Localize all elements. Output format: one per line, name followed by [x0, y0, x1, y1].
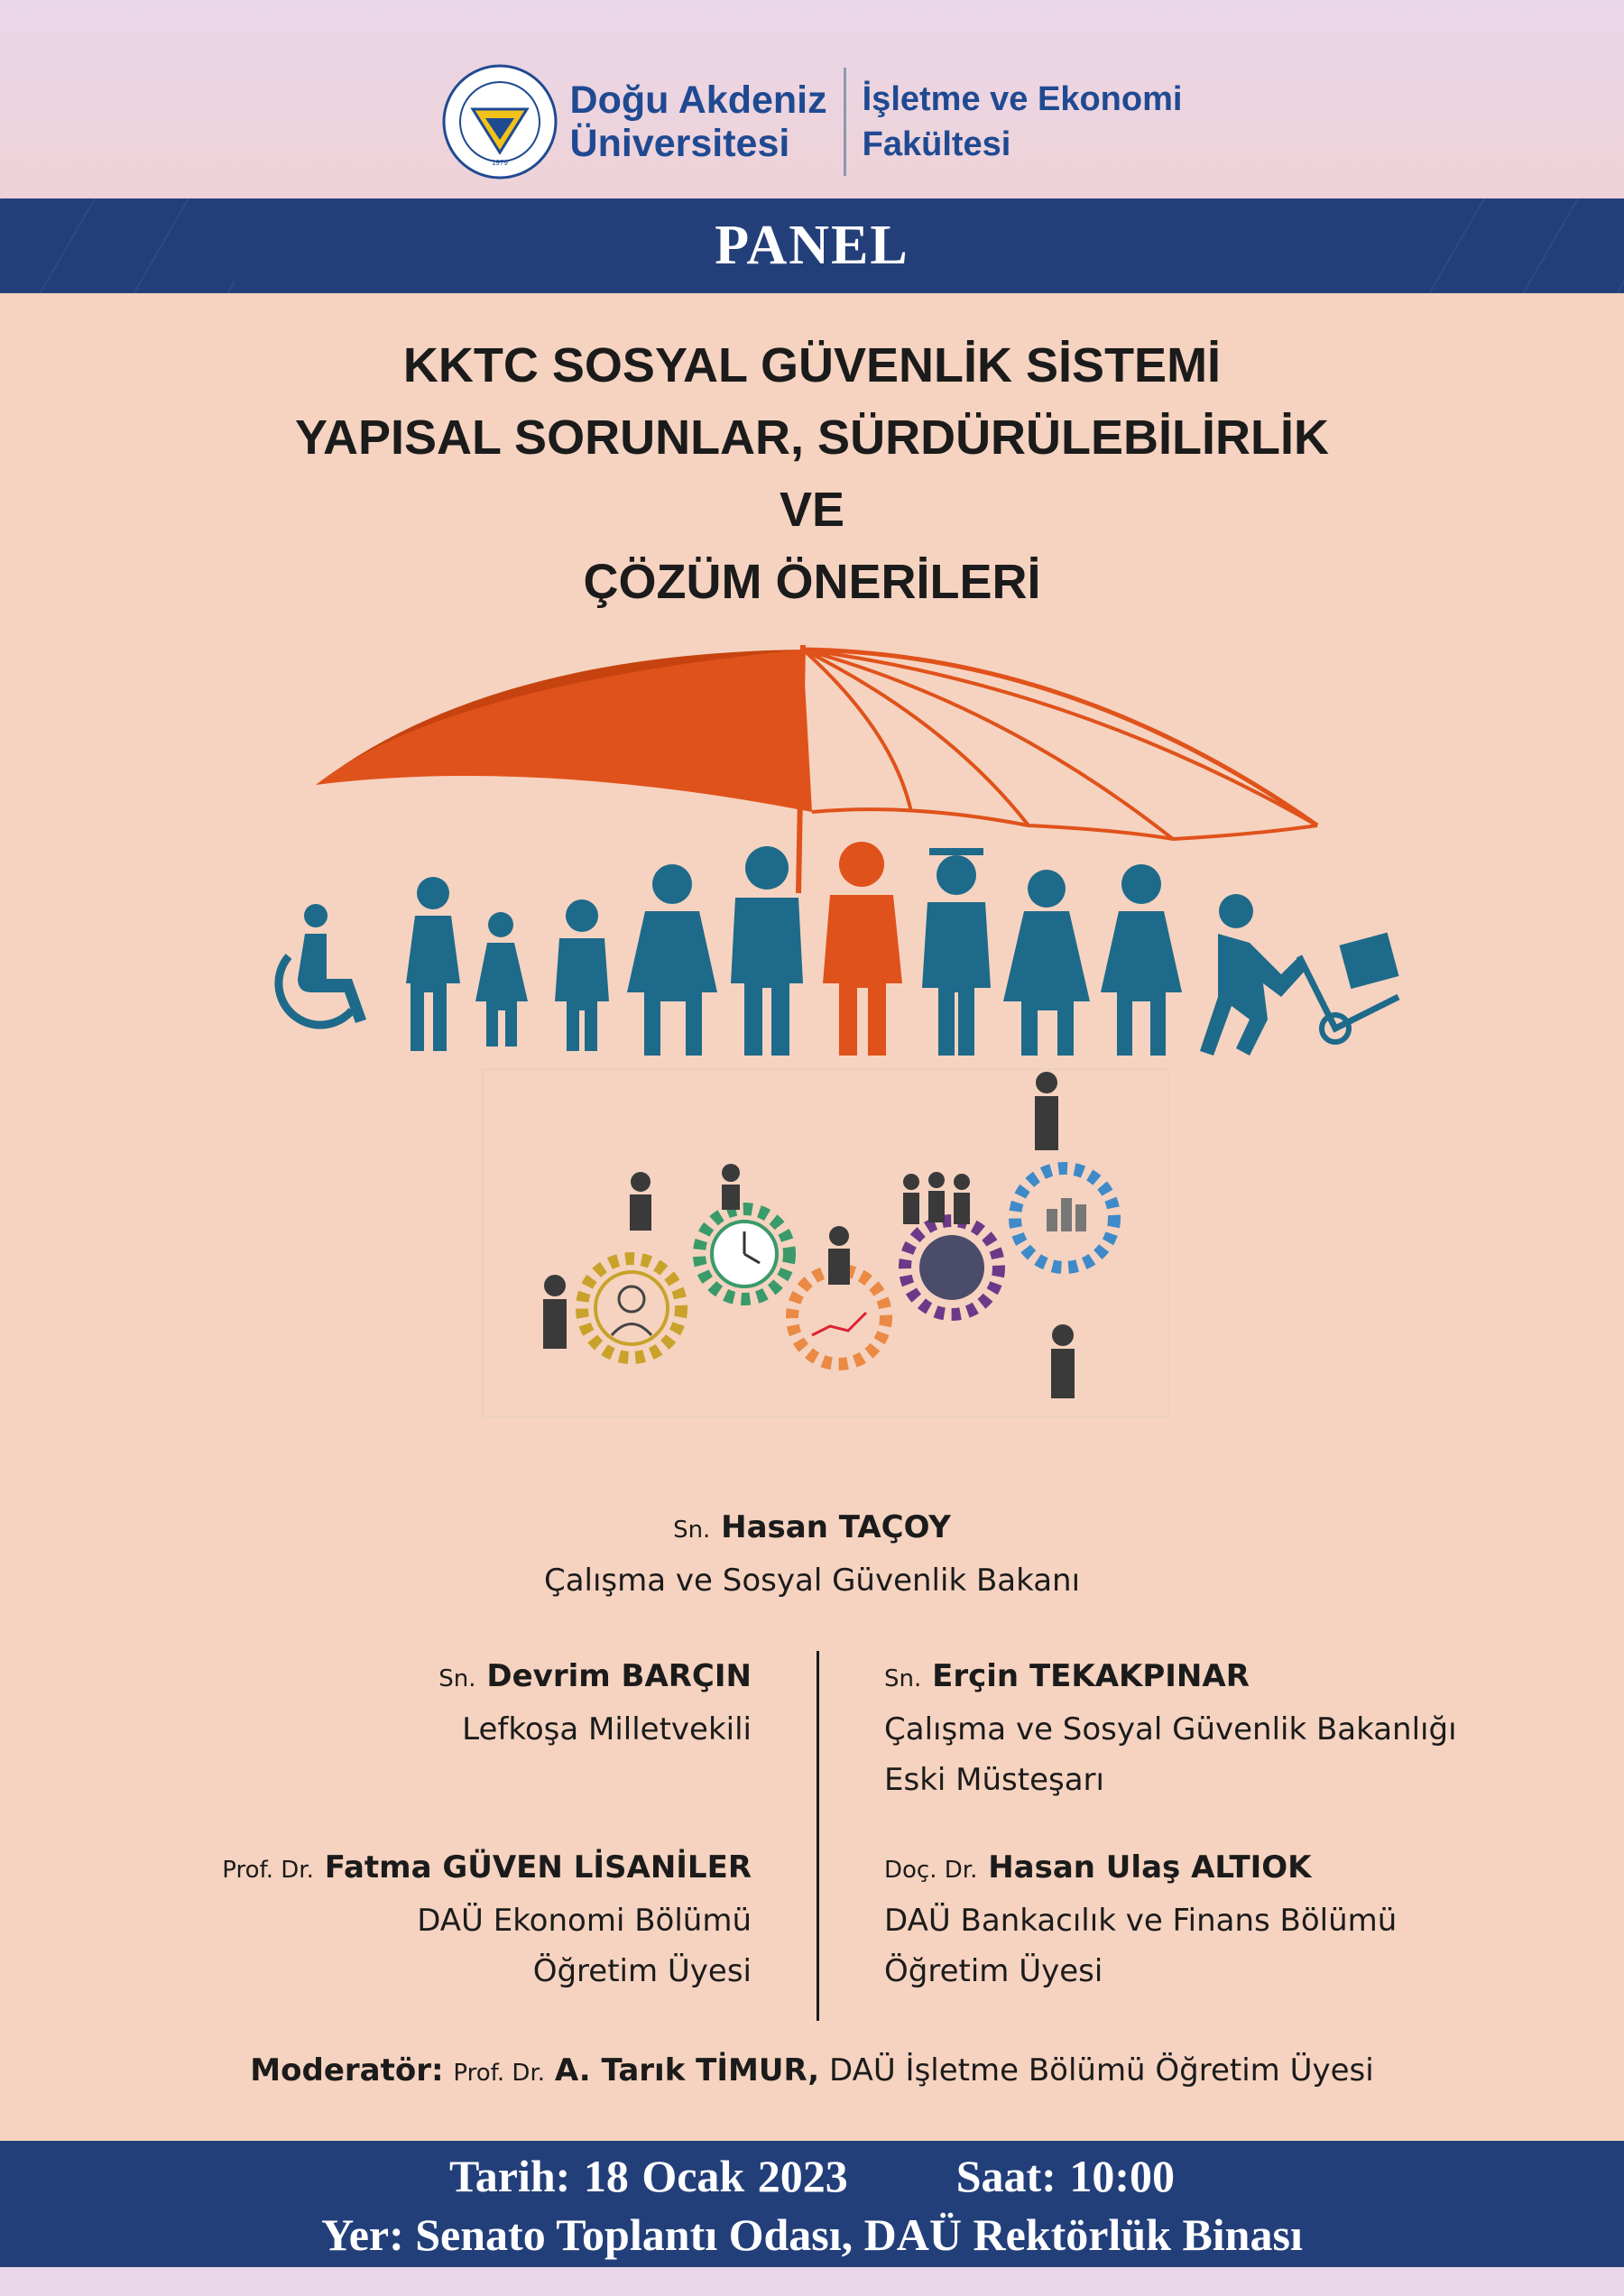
- main-speaker-name: Hasan TAÇOY: [721, 1509, 951, 1545]
- header: [0, 54, 1624, 189]
- svg-text:1979: 1979: [491, 159, 508, 167]
- speaker-prefix: Sn.: [438, 1665, 476, 1692]
- speaker-column-right: [884, 1651, 1588, 2038]
- event-time: Saat: 10:00: [955, 2151, 1175, 2201]
- event-footer: [0, 2141, 1624, 2267]
- event-date: Tarih: 18 Ocak 2023: [449, 2151, 848, 2201]
- speaker-name-line: [884, 1842, 1588, 1895]
- illustration: [262, 632, 1435, 1443]
- speaker-block: [120, 1842, 752, 1996]
- event-title: [0, 329, 1624, 618]
- speaker-role-line2: Eski Müsteşarı: [884, 1762, 1104, 1798]
- speaker-name: Erçin TEKAKPINAR: [932, 1658, 1250, 1694]
- university-name: [570, 78, 827, 165]
- university-name-line2: Üniversitesi: [569, 122, 790, 165]
- speaker-name: Fatma GÜVEN LİSANİLER: [324, 1849, 752, 1886]
- main-speaker-prefix: Sn.: [673, 1517, 711, 1544]
- speaker-block: [884, 1842, 1588, 1996]
- main-speaker-name-line: [0, 1502, 1624, 1555]
- speaker-prefix: Prof. Dr.: [222, 1857, 314, 1884]
- speaker-role-line1: DAÜ Ekonomi Bölümü: [417, 1903, 752, 1939]
- title-line3: VE: [779, 483, 845, 537]
- panel-banner: [0, 198, 1624, 293]
- main-speaker-role: Çalışma ve Sosyal Güvenlik Bakanı: [543, 1563, 1081, 1599]
- speaker-name-line: [120, 1651, 752, 1704]
- university-name-line1: Doğu Akdeniz: [569, 78, 827, 122]
- faculty-name: [863, 77, 1183, 167]
- title-line4: ÇÖZÜM ÖNERİLERİ: [583, 555, 1041, 609]
- event-location: Yer: Senato Toplantı Odası, DAÜ Rektörlük Binası: [321, 2209, 1303, 2260]
- speaker-column-divider: [817, 1651, 819, 2021]
- moderator-label: Moderatör:: [250, 2052, 444, 2089]
- umbrella-icon: [316, 645, 1317, 893]
- title-line1: KKTC SOSYAL GÜVENLİK SİSTEMİ: [402, 338, 1222, 392]
- speaker-role-line1: Lefkoşa Milletvekili: [462, 1711, 752, 1747]
- university-seal-icon: [442, 64, 558, 180]
- moderator-name: A. Tarık TİMUR,: [554, 2052, 820, 2089]
- speaker-name-line: [884, 1651, 1588, 1704]
- header-divider: [844, 68, 846, 176]
- speaker-name-line: [120, 1842, 752, 1895]
- main-speaker: [0, 1502, 1624, 1606]
- speaker-block: [120, 1651, 752, 1842]
- footer-datetime: [0, 2141, 1624, 2208]
- moderator-prefix: Prof. Dr.: [453, 2060, 546, 2087]
- faculty-name-line2: Fakültesi: [862, 125, 1011, 163]
- panel-label: PANEL: [715, 215, 909, 276]
- speaker-role-line2: Öğretim Üyesi: [884, 1953, 1103, 1989]
- speaker-role-line1: Çalışma ve Sosyal Güvenlik Bakanlığı: [884, 1711, 1457, 1747]
- moderator-line: [0, 2052, 1624, 2089]
- title-line2: YAPISAL SORUNLAR, SÜRDÜRÜLEBİLİRLİK: [294, 410, 1330, 465]
- bottom-band: [0, 2267, 1624, 2296]
- speaker-name: Hasan Ulaş ALTIOK: [988, 1849, 1312, 1886]
- faculty-name-line1: İşletme ve Ekonomi: [862, 80, 1183, 118]
- speaker-prefix: Sn.: [884, 1665, 922, 1692]
- speaker-role-line2: Öğretim Üyesi: [532, 1953, 752, 1989]
- people-group-icon: [279, 842, 1399, 1056]
- moderator-role: DAÜ İşletme Bölümü Öğretim Üyesi: [829, 2052, 1374, 2089]
- speaker-role-line1: DAÜ Bankacılık ve Finans Bölümü: [884, 1903, 1398, 1939]
- speaker-prefix: Doç. Dr.: [884, 1857, 978, 1884]
- speaker-name: Devrim BARÇIN: [486, 1658, 752, 1694]
- speaker-column-left: [120, 1651, 752, 2038]
- speaker-block: [884, 1651, 1588, 1842]
- business-gears-icon: [483, 1069, 1168, 1416]
